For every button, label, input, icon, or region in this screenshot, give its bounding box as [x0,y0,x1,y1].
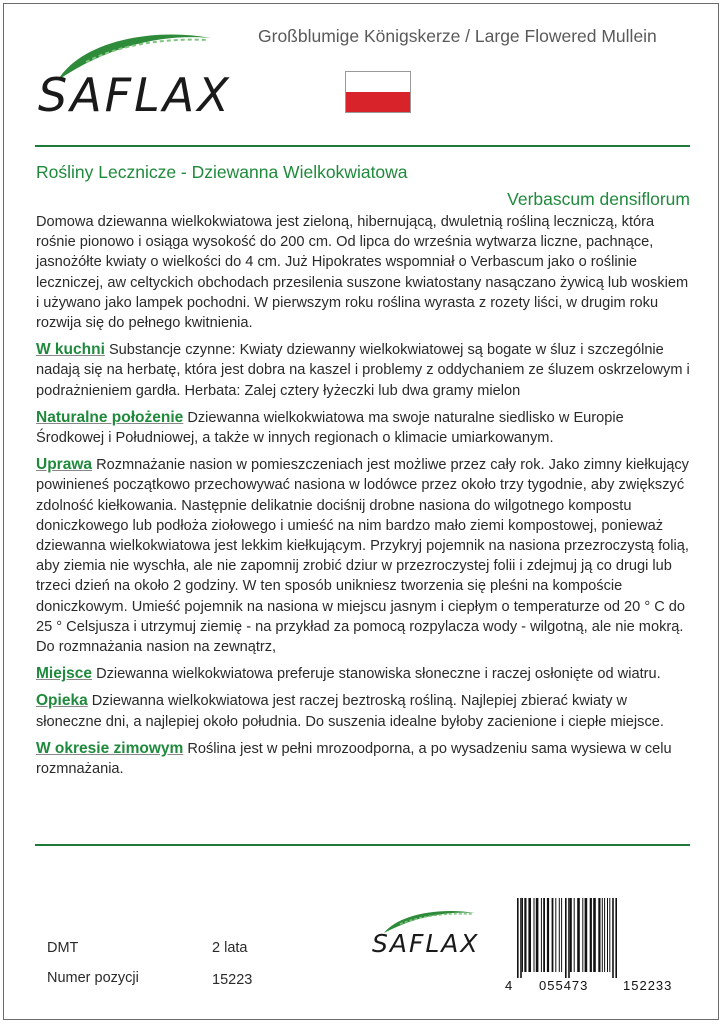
position-value: 15223 [212,972,253,988]
barcode-left-group: 055473 [539,978,589,993]
section-heading: W kuchni [36,341,105,359]
section-text: Dziewanna wielkokwiatowa jest raczej beztroską rośliną. Najlepiej zbierać kwiaty w słoneczne dni, a najlepiej około południa. Do suszenia idealne byłoby zacienione i ciepłe miejsce. [36,693,664,730]
divider-bottom [35,844,690,846]
section-care [36,691,692,731]
position-label: Numer pozycji [47,970,139,986]
saflax-logo [36,22,236,122]
section-text: Rozmnażanie nasion w pomieszczeniach jest możliwe przez cały rok. Jako zimny kiełkujący powinieneś początkowo przechowywać nasiona w lodówce przez około trzy tygodnie, aby zwiększyć zdolność kiełkowania. Następnie delikatnie dociśnij drobne nasiona do wilgotnego kompostu doniczkowego lub podłoża ziołowego i umieść na nim bardzo mało ziemi kompostowej, ponieważ dziewanna wielkokwiatowa jest lekkim kiełkującym. Przykryj pojemnik na nasiona przezroczystą folią, aby ziemia nie wyschła, ale nie zapomnij zrobić dziur w przezroczystej folii i zdejmuj ją co drugi lub trzeci dzień na około 2 godziny. W ten sposób unikniesz tworzenia się pleśni na kompoście doniczkowym. Umieść pojemnik na nasiona w miejscu jasnym i ciepłym o temperaturze od 20 ° C do 25 ° Celsjusza i utrzymuj ziemię - na przykład za pomocą rozpylacza wody - wilgotną, ale nie mokrą. Do rozmnażania nasion na zewnątrz, [36,457,689,656]
barcode-bars [505,898,695,978]
intro-paragraph: Domowa dziewanna wielkokwiatowa jest zieloną, hibernującą, dwuletnią rośliną leczniczą, która rośnie pionowo i osiąga wysokość do 200 cm. Od lipca do września wytwarza liczne, pachnące, jasnożółte kwiaty o wielkości do 4 cm. Już Hipokrates wspomniał o Verbascum jako o roślinie leczniczej, aw celtyckich obchodach przesilenia suszone kwiatostany nasączano żywicą lub woskiem i używano jako lampek pochodni. W pierwszym roku roślina wyrasta z rozety liści, w drugim roku rozwija się do pełnego kwitnienia. [36,214,689,332]
section-text: Dziewanna wielkokwiatowa preferuje stanowiska słoneczne i raczej osłonięte od wiatru. [96,666,661,683]
section-habitat [36,408,692,448]
product-name-header: Großblumige Königskerze / Large Flowered Mullein [258,26,657,46]
section-kitchen [36,340,692,401]
section-heading: Miejsce [36,665,93,683]
description [36,212,692,786]
page-title: Rośliny Lecznicze - Dziewanna Wielkokwiatowa [36,162,408,182]
section-winter [36,739,692,779]
barcode-right-group: 152233 [623,978,673,993]
section-location [36,664,692,684]
poland-flag-icon [345,71,411,113]
section-text: Substancje czynne: Kwiaty dziewanny wielkokwiatowej są bogate w śluz i szczególnie nadają się na herbatę, która jest dobra na kaszel i problemy z oddychaniem ze śluzem oskrzelowym i podrażnieniem gardła. Herbata: Zalej cztery łyżeczki lub dwa gramy mielon [36,342,690,399]
section-heading: Uprawa [36,456,92,474]
barcode [505,898,695,994]
section-cultivation [36,455,692,657]
brand-name-small: SAFLAX [372,929,480,958]
section-heading: W okresie zimowym [36,739,184,757]
section-text: Dziewanna wielkokwiatowa ma swoje naturalne siedlisko w Europie Środkowej i Południowej, a także w innych regionach o klimacie umiarkowanym. [36,409,624,447]
section-text: Roślina jest w pełni mrozoodporna, a po wysadzeniu sama wysiewa w celu rozmnażania. [36,740,672,778]
barcode-first-digit: 4 [505,978,513,993]
dmt-value: 2 lata [212,940,248,956]
section-heading: Naturalne położenie [36,408,184,426]
divider-top [35,145,690,147]
saflax-logo-small [370,905,490,965]
latin-name: Verbascum densiflorum [507,189,690,209]
brand-name: SAFLAX [38,68,232,122]
section-heading: Opieka [36,692,88,710]
dmt-label: DMT [47,940,79,956]
